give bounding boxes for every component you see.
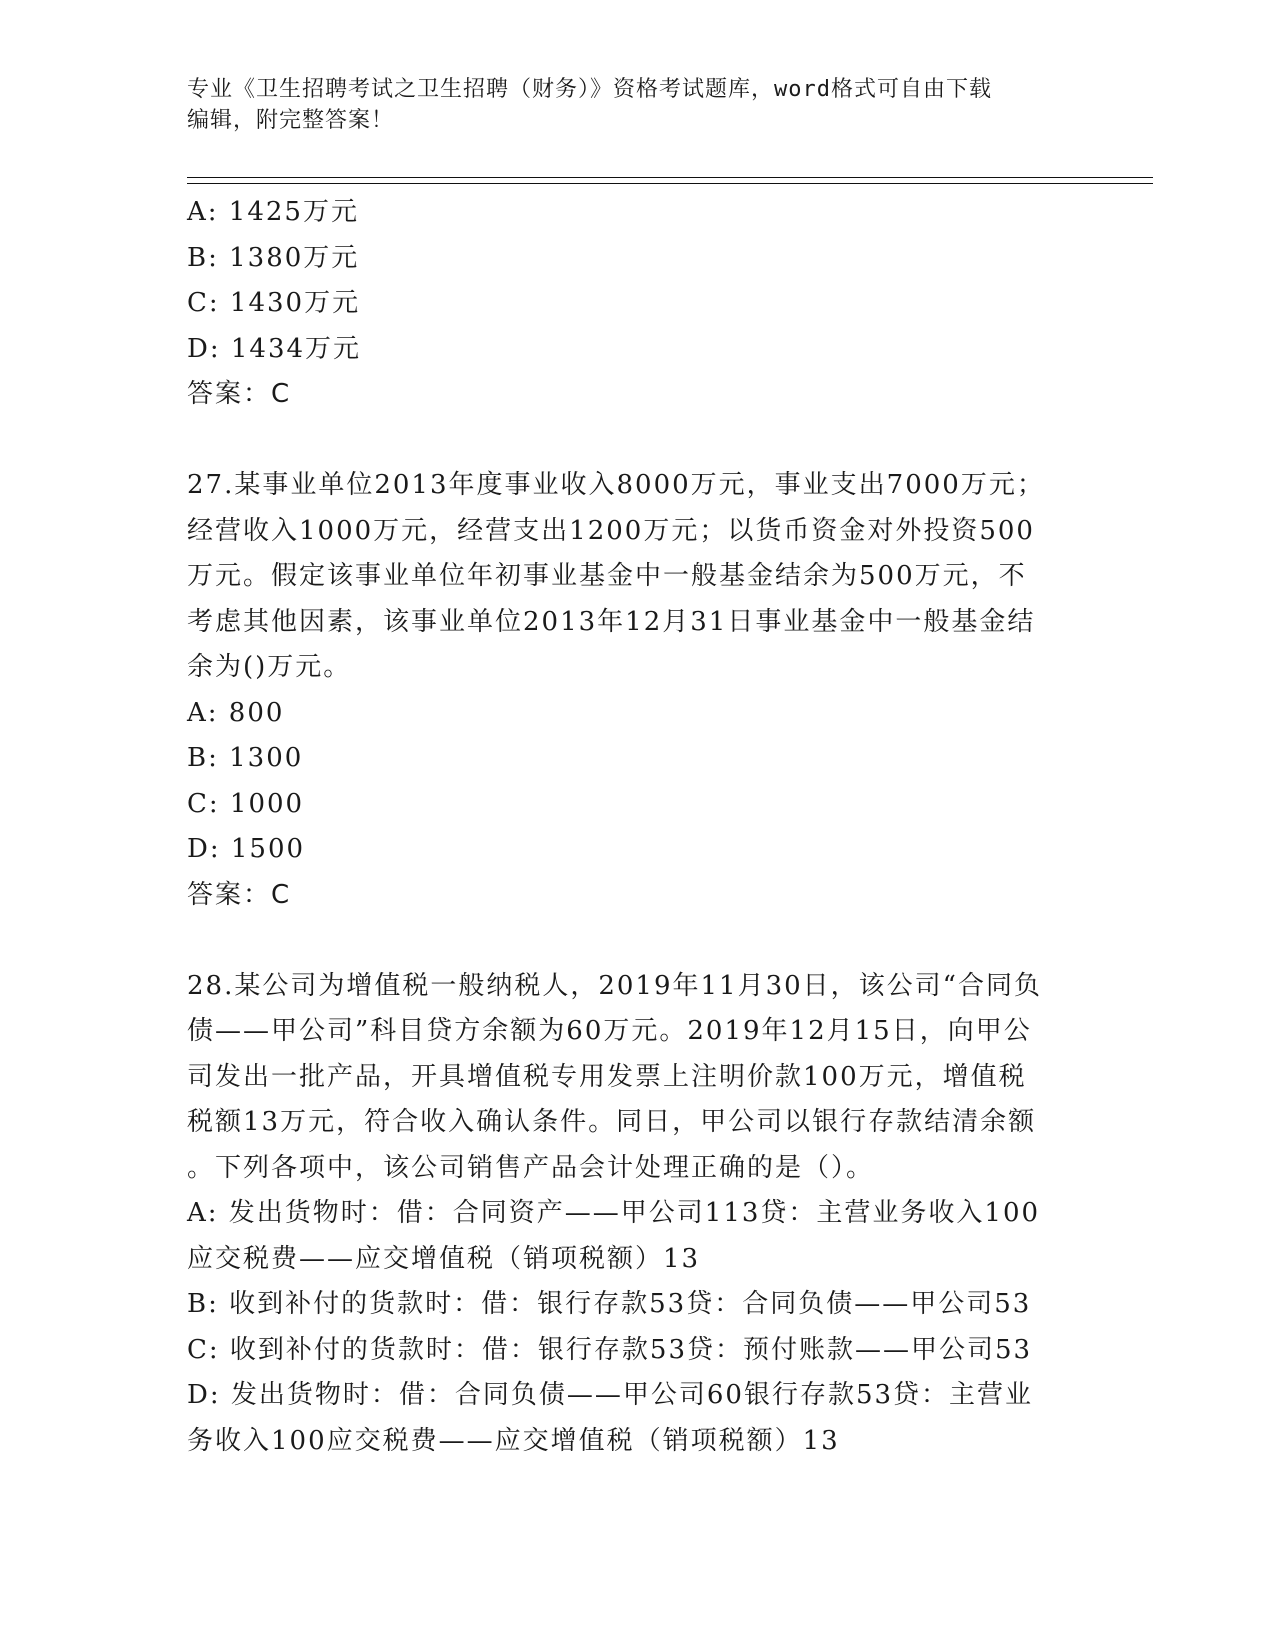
question-stem-line: 28.某公司为增值税一般纳税人，2019年11月30日，该公司“合同负	[187, 970, 1042, 1001]
question-stem-line: 。下列各项中，该公司销售产品会计处理正确的是（）。	[187, 1152, 875, 1183]
question-26	[187, 190, 1087, 418]
question-27	[187, 463, 1087, 918]
question-stem-line: 万元。假定该事业单位年初事业基金中一般基金结余为500万元，不	[187, 561, 1027, 591]
header-divider-top	[187, 177, 1153, 178]
option-c: C: 1000	[187, 788, 305, 819]
option-c: C: 收到补付的货款时：借：银行存款53贷：预付账款——甲公司53	[187, 1334, 1033, 1365]
question-stem-line: 税额13万元，符合收入确认条件。同日，甲公司以银行存款结清余额	[187, 1107, 1037, 1137]
question-28	[187, 964, 1087, 1465]
answer: 答案：C	[187, 379, 292, 409]
option-b: B: 1300	[187, 743, 304, 773]
option-b: B: 1380万元	[187, 242, 360, 273]
question-stem-line: 经营收入1000万元，经营支出1200万元；以货币资金对外投资500	[187, 515, 1035, 546]
answer: 答案：C	[187, 879, 292, 910]
header-line-2: 编辑，附完整答案！	[187, 108, 395, 133]
header-divider-bottom	[187, 183, 1153, 184]
question-stem-line: 27.某事业单位2013年度事业收入8000万元，事业支出7000万元；	[187, 470, 1045, 500]
question-stem-line: 余为()万元。	[187, 652, 352, 682]
spacer	[187, 418, 1087, 464]
option-c: C: 1430万元	[187, 288, 361, 318]
option-d: D: 1500	[187, 834, 306, 864]
option-a: A: 1425万元	[187, 197, 359, 227]
question-stem-line: 债——甲公司”科目贷方余额为60万元。2019年12月15日，向甲公	[187, 1016, 1032, 1046]
page-header	[187, 74, 1087, 136]
option-b: B: 收到补付的货款时：借：银行存款53贷：合同负债——甲公司53	[187, 1289, 1032, 1319]
question-content	[187, 190, 1087, 1464]
option-d: D: 发出货物时：借：合同负债——甲公司60银行存款53贷：主营业	[187, 1380, 1034, 1410]
option-a: A: 发出货物时：借：合同资产——甲公司113贷：主营业务收入100	[187, 1198, 1041, 1228]
question-stem-line: 司发出一批产品，开具增值税专用发票上注明价款100万元，增值税	[187, 1061, 1027, 1092]
question-stem-line: 考虑其他因素，该事业单位2013年12月31日事业基金中一般基金结	[187, 606, 1036, 637]
option-a: A: 800	[187, 697, 285, 728]
option-d-continued: 务收入100应交税费——应交增值税（销项税额）13	[187, 1425, 840, 1456]
option-a-continued: 应交税费——应交增值税（销项税额）13	[187, 1243, 701, 1274]
spacer	[187, 918, 1087, 964]
option-d: D: 1434万元	[187, 333, 362, 364]
header-line-1: 专业《卫生招聘考试之卫生招聘（财务）》资格考试题库，word格式可自由下载	[187, 77, 992, 102]
